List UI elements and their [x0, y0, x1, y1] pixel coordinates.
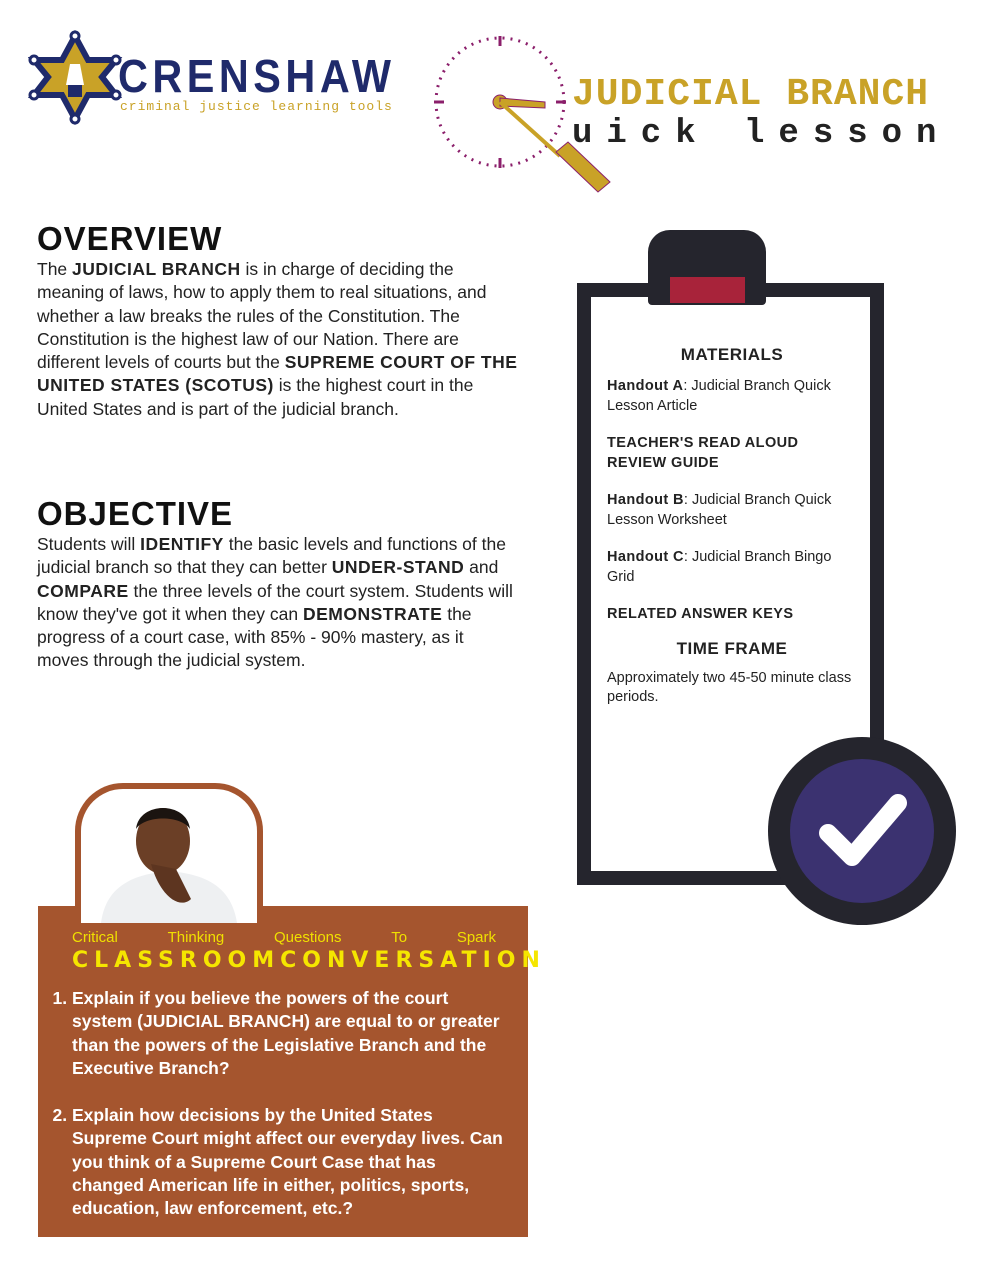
- student-photo-frame: [75, 783, 263, 923]
- conversation-title: CLASSROOM CONVERSATION: [72, 948, 546, 973]
- material-item: Handout B: Judicial Branch Quick Lesson Worksheet: [607, 492, 832, 528]
- lesson-title: JUDICIAL BRANCH: [572, 73, 930, 116]
- sheriff-star-icon: [28, 30, 123, 125]
- material-item: RELATED ANSWER KEYS: [607, 606, 794, 622]
- overview-text: The JUDICIAL BRANCH is in charge of deciding the meaning of laws, how to apply them to real situations, and whether a law breaks the rules of the Constitution. The Constitution is the highest law of our Nation. There are different levels of courts but the SUPREME COURT OF THE UNITED STATES (SCOTUS) is the highest court in the United States and is part of the judicial branch.: [37, 259, 518, 419]
- materials-heading: MATERIALS: [680, 345, 784, 364]
- conversation-subtitle: Critical Thinking Questions To Spark: [72, 929, 496, 946]
- lesson-subtitle: uick lesson: [572, 115, 951, 153]
- overview-heading: OVERVIEW: [37, 220, 223, 257]
- objective-text: Students will IDENTIFY the basic levels and functions of the judicial branch so that they can better UNDER-STAND and COMPARE the three levels of the court system. Students will know they've got it when they can DEMONSTRATE the progress of a court case, with 85% - 90% mastery, as it moves through the judicial system.: [37, 534, 513, 671]
- time-frame-heading: TIME FRAME: [676, 638, 788, 658]
- material-item: TEACHER'S READ ALOUD REVIEW GUIDE: [607, 435, 799, 471]
- material-item: Handout A: Judicial Branch Quick Lesson Article: [607, 378, 831, 414]
- question-item: 2. Explain how decisions by the United States Supreme Court might affect our everyday lives. Can you think of a Supreme Court Case that has changed American life in either, politics, sports, education, law enforcement, etc.?: [72, 1104, 510, 1220]
- question-list: [50, 987, 510, 1245]
- time-frame-text: Approximately two 45-50 minute class periods.: [607, 669, 852, 705]
- logo-tagline: criminal justice learning tools: [120, 99, 393, 114]
- logo-name: CRENSHAW: [118, 50, 396, 102]
- clip-accent: [670, 277, 745, 303]
- material-item: Handout C: Judicial Branch Bingo Grid: [607, 549, 832, 585]
- student-photo: [81, 789, 257, 923]
- question-item: 1. Explain if you believe the powers of the court system (JUDICIAL BRANCH) are equal to or greater than the powers of the Legislative Branch and the Executive Branch?: [72, 987, 510, 1080]
- materials-panel: [607, 345, 857, 726]
- checkmark-icon: [790, 759, 934, 903]
- objective-heading: OBJECTIVE: [37, 495, 234, 532]
